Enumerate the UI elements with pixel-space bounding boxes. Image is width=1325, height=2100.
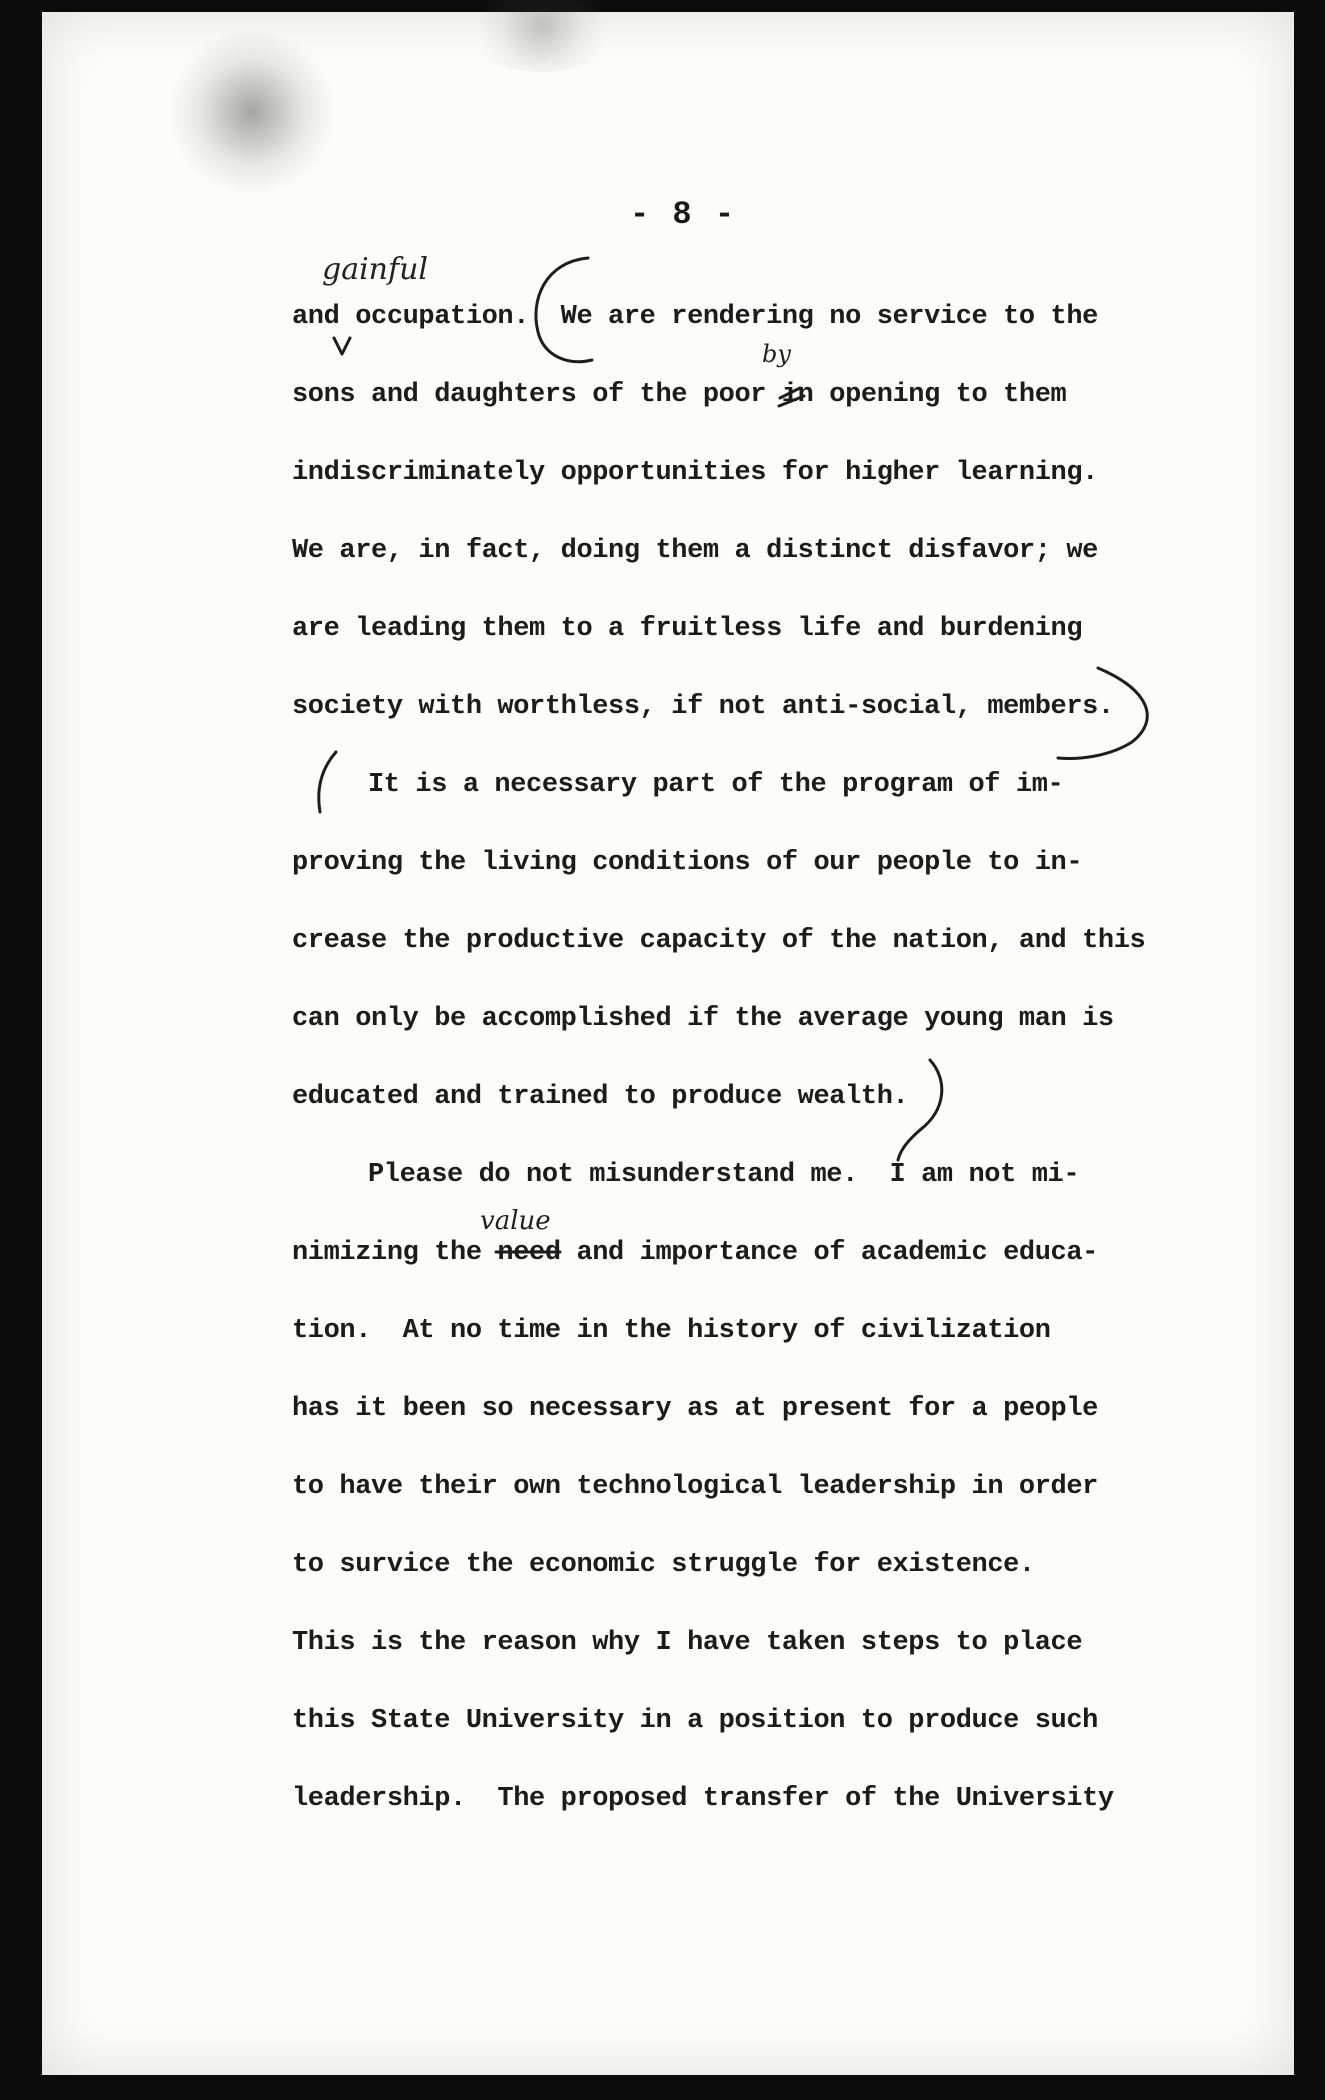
text-line: crease the productive capacity of the nation, and this bbox=[292, 926, 1146, 956]
text-line: to have their own technological leadership in order bbox=[292, 1472, 1098, 1502]
text-line: proving the living conditions of our people to in- bbox=[292, 848, 1083, 878]
text-line: indiscriminately opportunities for higher learning. bbox=[292, 458, 1098, 488]
text-line: to survice the economic struggle for existence. bbox=[292, 1550, 1035, 1580]
text-line: We are, in fact, doing them a distinct disfavor; we bbox=[292, 536, 1098, 566]
text-line: Please do not misunderstand me. I am not mi- bbox=[368, 1160, 1080, 1190]
bracket-open-mark bbox=[319, 752, 336, 812]
text-line: leadership. The proposed transfer of the University bbox=[292, 1784, 1114, 1814]
text-line: society with worthless, if not anti-social, members. bbox=[292, 692, 1114, 722]
text-line: This is the reason why I have taken steps to place bbox=[292, 1628, 1083, 1658]
text-line: It is a necessary part of the program of im- bbox=[368, 770, 1064, 800]
text-line: tion. At no time in the history of civilization bbox=[292, 1316, 1051, 1346]
text-line: are leading them to a fruitless life and burdening bbox=[292, 614, 1083, 644]
bracket-open-mark bbox=[536, 258, 592, 362]
text-line: has it been so necessary as at present for a people bbox=[292, 1394, 1098, 1424]
text-line: and occupation. We are rendering no service to the bbox=[292, 302, 1098, 332]
strike-mark bbox=[779, 388, 804, 406]
bracket-close-mark bbox=[898, 1060, 942, 1160]
text-line: educated and trained to produce wealth. bbox=[292, 1082, 909, 1112]
bracket-close-mark bbox=[1058, 668, 1147, 758]
text-line: nimizing the need and importance of academic educa- bbox=[292, 1238, 1098, 1268]
handwritten-insertion: by bbox=[762, 340, 791, 368]
text-line: sons and daughters of the poor in opening to them bbox=[292, 380, 1067, 410]
handwritten-insertion: value bbox=[480, 1206, 551, 1236]
text-line: can only be accomplished if the average young man is bbox=[292, 1004, 1114, 1034]
caret-mark bbox=[334, 338, 350, 354]
handwritten-insertion: gainful bbox=[322, 252, 429, 287]
page-number: - 8 - bbox=[630, 196, 737, 233]
text-line: this State University in a position to produce such bbox=[292, 1706, 1098, 1736]
